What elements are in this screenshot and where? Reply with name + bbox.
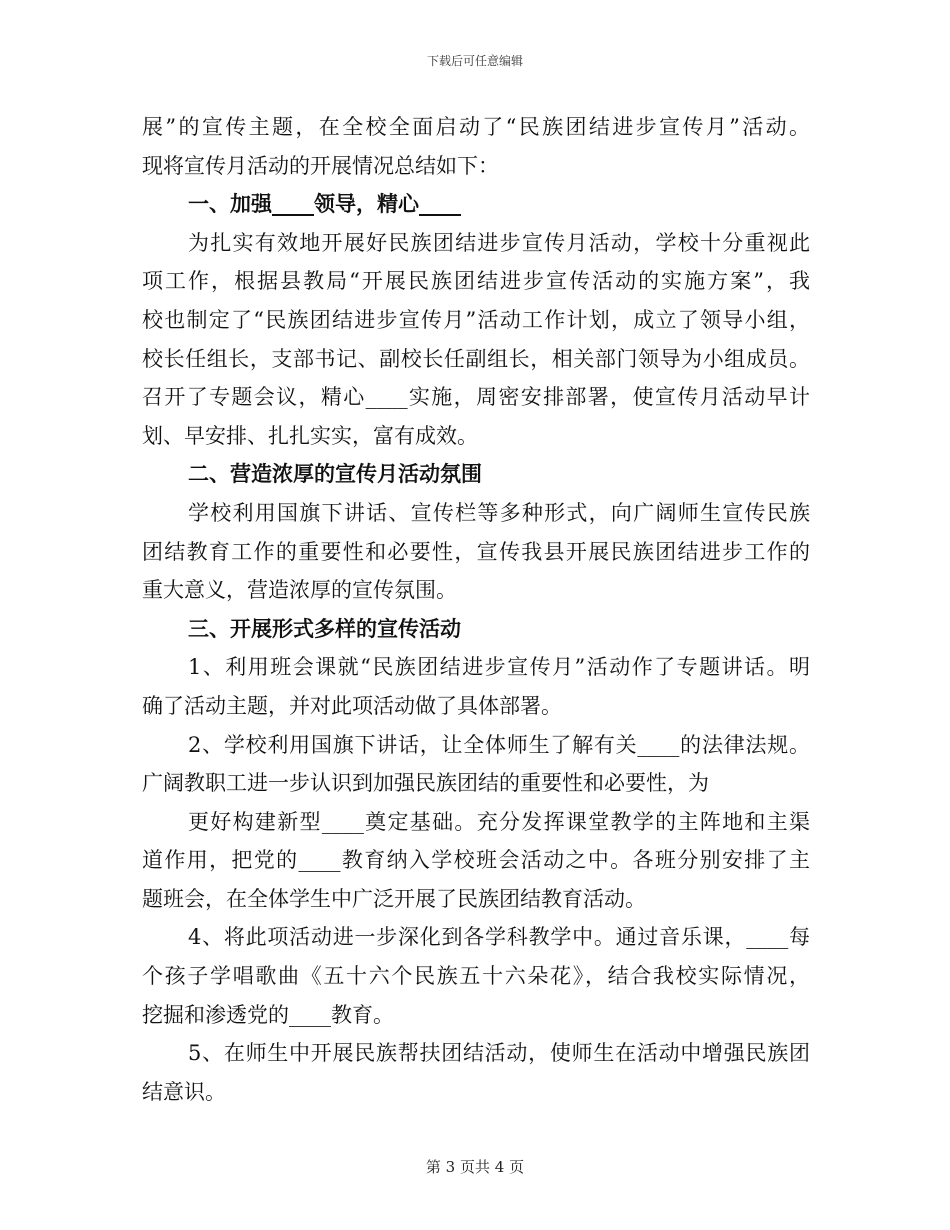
document-body bbox=[142, 108, 810, 1111]
body-line: 项工作，根据县教局“开展民族团结进步宣传活动的实施方案”，我 bbox=[142, 269, 810, 294]
body-line: 划、早安排、扎扎实实，富有成效。 bbox=[142, 423, 478, 448]
body-line: 展”的宣传主题，在全校全面启动了“民族团结进步宣传月”活动。 bbox=[142, 115, 810, 139]
body-line: 1、利用班会课就“民族团结进步宣传月”活动作了专题讲话。明 bbox=[188, 655, 810, 680]
page-header-note: 下载后可任意编辑 bbox=[426, 54, 523, 68]
body-line: 题班会，在全体学生中广泛开展了民族团结教育活动。 bbox=[142, 886, 646, 911]
body-line: 校也制定了“民族团结进步宣传月”活动工作计划，成立了领导小组， bbox=[142, 307, 810, 332]
body-line: 5、在师生中开展民族帮扶团结活动，使师生在活动中增强民族团 bbox=[188, 1041, 810, 1066]
body-line: 团结教育工作的重要性和必要性，宣传我县开展民族团结进步工作的 bbox=[142, 539, 810, 564]
body-line: 现将宣传月活动的开展情况总结如下： bbox=[142, 153, 499, 178]
section-heading-2: 二、营造浓厚的宣传月活动氛围 bbox=[188, 461, 482, 487]
body-line: 结意识。 bbox=[142, 1079, 226, 1104]
body-line: 为扎实有效地开展好民族团结进步宣传月活动，学校十分重视此 bbox=[188, 230, 810, 255]
body-line: 挖掘和渗透党的____教育。 bbox=[142, 1002, 394, 1027]
section-heading-3: 三、开展形式多样的宣传活动 bbox=[188, 615, 461, 641]
body-line: 4、将此项活动进一步深化到各学科教学中。通过音乐课，____每 bbox=[188, 925, 810, 950]
body-line: 2、学校利用国旗下讲话，让全体师生了解有关____的法律法规。 bbox=[188, 732, 810, 757]
body-line: 学校利用国旗下讲话、宣传栏等多种形式，向广阔师生宣传民族 bbox=[188, 500, 810, 525]
body-line: 个孩子学唱歌曲《五十六个民族五十六朵花》，结合我校实际情况， bbox=[142, 964, 810, 989]
page-number: 第 3 页共 4 页 bbox=[425, 1158, 525, 1176]
body-line: 重大意义，营造浓厚的宣传氛围。 bbox=[142, 578, 457, 603]
body-line: 更好构建新型____奠定基础。充分发挥课堂教学的主阵地和主渠 bbox=[188, 809, 810, 834]
body-line: 校长任组长，支部书记、副校长任副组长，相关部门领导为小组成员。 bbox=[142, 346, 810, 371]
body-line: 广阔教职工进一步认识到加强民族团结的重要性和必要性，为 bbox=[142, 771, 709, 796]
body-line: 召开了专题会议，精心____实施，周密安排部署，使宣传月活动早计 bbox=[142, 385, 810, 410]
body-line: 道作用，把党的____教育纳入学校班会活动之中。各班分别安排了主 bbox=[142, 848, 810, 873]
section-heading-1: 一、加强____领导，精心____ bbox=[188, 191, 461, 217]
body-line: 确了活动主题，并对此项活动做了具体部署。 bbox=[142, 693, 562, 718]
